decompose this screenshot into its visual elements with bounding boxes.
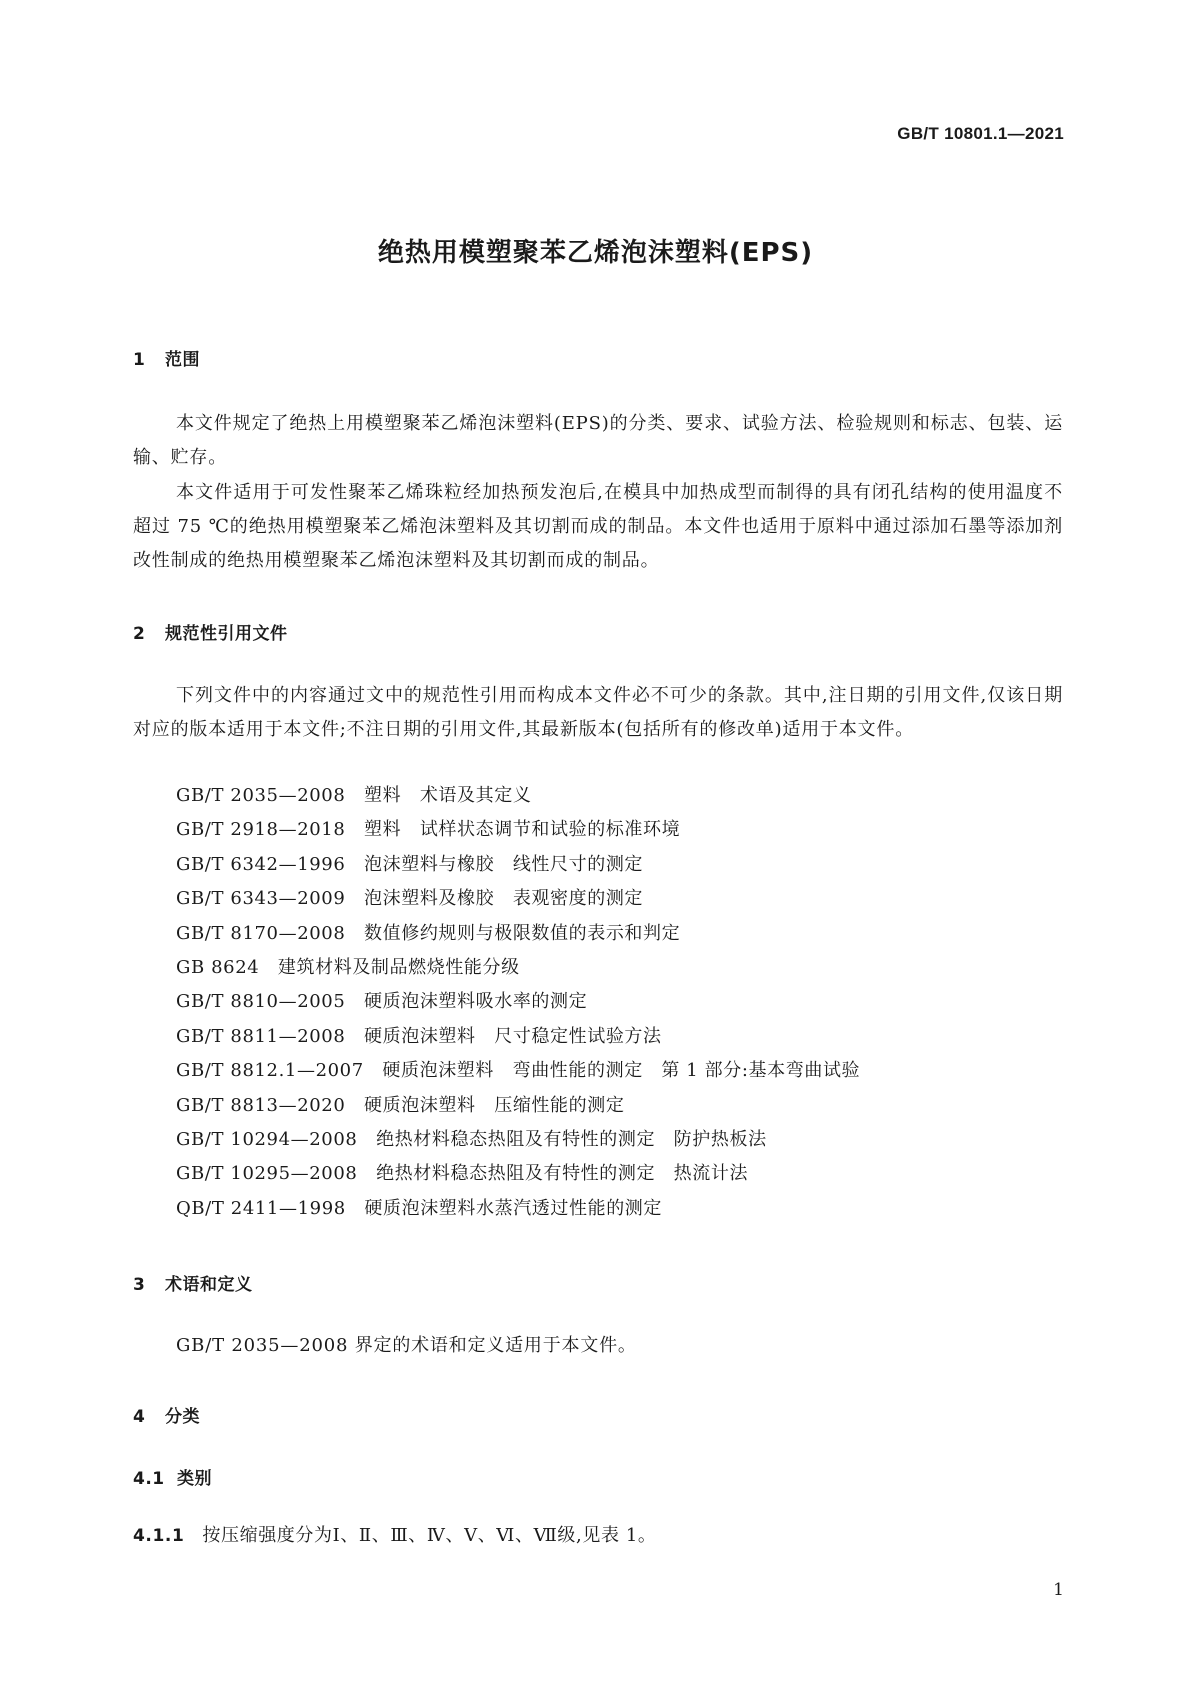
reference-item: GB/T 8810—2005 硬质泡沫塑料吸水率的测定	[176, 991, 588, 1013]
normative-references-list	[176, 779, 860, 1226]
reference-item: GB/T 8812.1—2007 硬质泡沫塑料 弯曲性能的测定 第 1 部分:基本弯曲试验	[176, 1060, 861, 1082]
section-number: 1	[133, 350, 146, 370]
section-title: 分类	[165, 1407, 200, 1427]
section-3-heading	[133, 1270, 253, 1295]
section-title: 术语和定义	[165, 1275, 253, 1295]
section-1-paragraph-1: 本文件规定了绝热上用模塑聚苯乙烯泡沫塑料(EPS)的分类、要求、试验方法、检验规则和标志、包装、运输、贮存。	[133, 413, 1063, 468]
reference-item: GB/T 8170—2008 数值修约规则与极限数值的表示和判定	[176, 922, 681, 944]
section-number: 3	[133, 1275, 146, 1295]
section-1-paragraph-2: 本文件适用于可发性聚苯乙烯珠粒经加热预发泡后,在模具中加热成型而制得的具有闭孔结构的使用温度不超过 75 ℃的绝热用模塑聚苯乙烯泡沫塑料及其切割而成的制品。本文件也适用于原料中通过添加石墨等添加剂改性制成的绝热用模塑聚苯乙烯泡沫塑料及其切割而成的制品。	[133, 482, 1063, 571]
reference-item: GB/T 10294—2008 绝热材料稳态热阻及有特性的测定 防护热板法	[176, 1129, 767, 1151]
subsection-4-1-heading	[133, 1464, 212, 1489]
clause-4-1-1	[133, 1521, 657, 1547]
clause-number: 4.1.1	[133, 1526, 185, 1546]
section-2-paragraph-1: 下列文件中的内容通过文中的规范性引用而构成本文件必不可少的条款。其中,注日期的引用文件,仅该日期对应的版本适用于本文件;不注日期的引用文件,其最新版本(包括所有的修改单)适用于本文件。	[133, 685, 1063, 740]
reference-item: GB/T 6343—2009 泡沫塑料及橡胶 表观密度的测定	[176, 888, 644, 910]
reference-item: GB/T 2918—2018 塑料 试样状态调节和试验的标准环境	[176, 819, 681, 841]
clause-text: 按压缩强度分为Ⅰ、Ⅱ、Ⅲ、Ⅳ、Ⅴ、Ⅵ、Ⅶ级,见表 1。	[202, 1525, 657, 1546]
reference-item: GB/T 2035—2008 塑料 术语及其定义	[176, 785, 532, 806]
section-number: 4	[133, 1407, 146, 1427]
section-4-heading	[133, 1402, 200, 1427]
section-1-heading	[133, 345, 200, 370]
section-3-paragraph-1: GB/T 2035—2008 界定的术语和定义适用于本文件。	[176, 1335, 637, 1356]
document-title: 绝热用模塑聚苯乙烯泡沫塑料(EPS)	[377, 238, 814, 268]
section-2-heading	[133, 619, 288, 644]
subsection-number: 4.1	[133, 1469, 165, 1489]
document-code: GB/T 10801.1—2021	[897, 124, 1064, 143]
section-title: 规范性引用文件	[165, 624, 288, 644]
reference-item: GB/T 6342—1996 泡沫塑料与橡胶 线性尺寸的测定	[176, 853, 644, 875]
section-number: 2	[133, 624, 146, 644]
reference-item: QB/T 2411—1998 硬质泡沫塑料水蒸汽透过性能的测定	[176, 1197, 662, 1219]
section-title: 范围	[165, 350, 200, 370]
reference-item: GB/T 10295—2008 绝热材料稳态热阻及有特性的测定 热流计法	[176, 1163, 749, 1185]
reference-item: GB/T 8811—2008 硬质泡沫塑料 尺寸稳定性试验方法	[176, 1025, 662, 1047]
reference-item: GB 8624 建筑材料及制品燃烧性能分级	[176, 957, 520, 979]
page-number: 1	[1053, 1580, 1064, 1600]
subsection-title: 类别	[177, 1469, 212, 1489]
reference-item: GB/T 8813—2020 硬质泡沫塑料 压缩性能的测定	[176, 1094, 625, 1116]
